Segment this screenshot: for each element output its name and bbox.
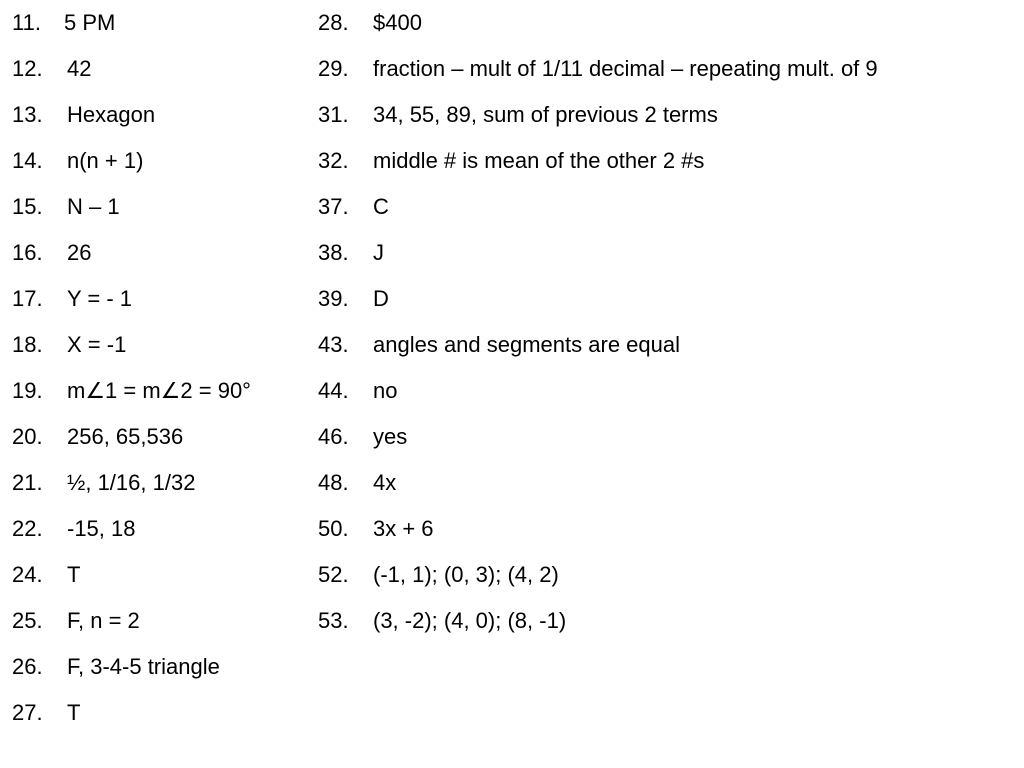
problem-number: 11.: [12, 10, 41, 35]
answer-text: C: [373, 194, 389, 219]
answer-text: 3x + 6: [373, 516, 434, 541]
answer-text: 34, 55, 89, sum of previous 2 terms: [373, 102, 718, 127]
problem-number: 12.: [12, 56, 43, 81]
problem-number: 48.: [318, 470, 349, 495]
answer-text: ½, 1/16, 1/32: [67, 470, 196, 495]
answer-text: Hexagon: [67, 102, 156, 127]
problem-number: 29.: [318, 56, 349, 81]
problem-number: 50.: [318, 516, 349, 541]
problem-number: 22.: [12, 516, 43, 541]
problem-number: 31.: [318, 102, 349, 127]
answer-text: angles and segments are equal: [373, 332, 680, 357]
answer-text: T: [67, 562, 81, 587]
problem-number: 13.: [12, 102, 43, 127]
problem-number: 38.: [318, 240, 349, 265]
problem-number: 26.: [12, 654, 43, 679]
answer-text: N – 1: [67, 194, 120, 219]
answer-text: 26: [67, 240, 92, 265]
answer-text: fraction – mult of 1/11 decimal – repeating mult. of 9: [373, 56, 878, 81]
answer-text: -15, 18: [67, 516, 136, 541]
problem-number: 46.: [318, 424, 349, 449]
problem-number: 14.: [12, 148, 43, 173]
answer-text: middle # is mean of the other 2 #s: [373, 148, 705, 173]
answer-text: 256, 65,536: [67, 424, 184, 449]
answer-text: (-1, 1); (0, 3); (4, 2): [373, 562, 559, 587]
answer-text: F, 3-4-5 triangle: [67, 654, 220, 679]
answer-text: 5 PM: [64, 10, 116, 35]
answer-text: F, n = 2: [67, 608, 140, 633]
problem-number: 18.: [12, 332, 43, 357]
answer-text: Y = - 1: [67, 286, 133, 311]
problem-number: 25.: [12, 608, 43, 633]
answer-text: 4x: [373, 470, 397, 495]
answer-text: X = -1: [67, 332, 127, 357]
problem-number: 37.: [318, 194, 349, 219]
answer-text: J: [373, 240, 384, 265]
answer-text: n(n + 1): [67, 148, 144, 173]
answer-text: (3, -2); (4, 0); (8, -1): [373, 608, 567, 633]
problem-number: 28.: [318, 10, 349, 35]
problem-number: 24.: [12, 562, 43, 587]
problem-number: 39.: [318, 286, 349, 311]
problem-number: 53.: [318, 608, 349, 633]
problem-number: 43.: [318, 332, 349, 357]
answer-text: yes: [373, 424, 408, 449]
problem-number: 20.: [12, 424, 43, 449]
problem-number: 44.: [318, 378, 349, 403]
problem-number: 27.: [12, 700, 43, 725]
answer-text: T: [67, 700, 81, 725]
problem-number: 17.: [12, 286, 43, 311]
problem-number: 16.: [12, 240, 43, 265]
answer-text: 42: [67, 56, 92, 81]
problem-number: 32.: [318, 148, 349, 173]
answer-text: $400: [373, 10, 422, 35]
answer-text: D: [373, 286, 389, 311]
problem-number: 19.: [12, 378, 43, 403]
problem-number: 52.: [318, 562, 349, 587]
answer-text: m∠1 = m∠2 = 90°: [67, 378, 251, 403]
problem-number: 21.: [12, 470, 43, 495]
problem-number: 15.: [12, 194, 43, 219]
answer-text: no: [373, 378, 398, 403]
